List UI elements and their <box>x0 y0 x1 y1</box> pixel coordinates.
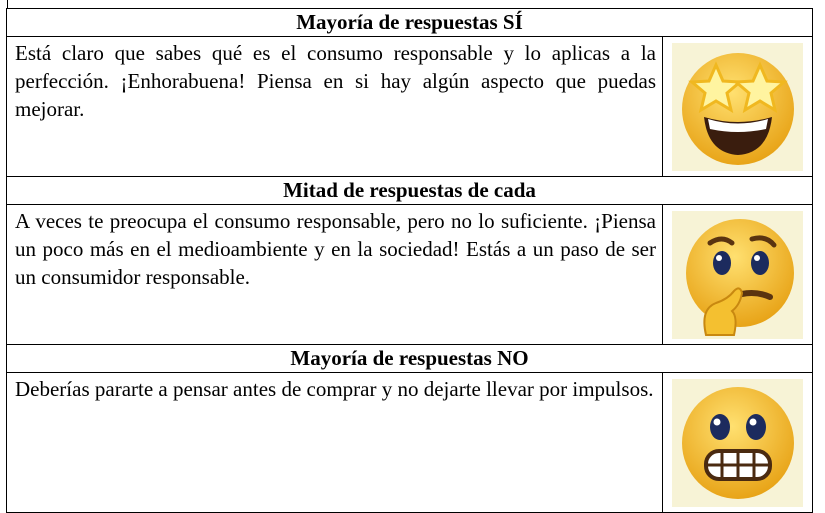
text-yes: Está claro que sabes qué es el consumo responsable y lo aplicas a la perfección. ¡Enhorabuena! Piensa en si hay algún aspecto que puedas mejorar. <box>7 37 663 177</box>
emoji-tile <box>672 43 803 171</box>
row-heading-no <box>7 345 813 373</box>
heading-yes: Mayoría de respuestas SÍ <box>7 9 813 37</box>
star-struck-face-icon <box>676 45 800 169</box>
grimacing-face-icon <box>676 381 800 505</box>
emoji-tile <box>672 379 803 507</box>
pic-cell-yes <box>663 37 813 177</box>
row-no <box>7 373 813 513</box>
thinking-face-icon <box>676 213 800 337</box>
results-table <box>6 8 813 513</box>
text-no: Deberías pararte a pensar antes de comprar y no dejarte llevar por impulsos. <box>7 373 663 513</box>
pic-cell-half <box>663 205 813 345</box>
row-heading-half <box>7 177 813 205</box>
row-heading-yes <box>7 9 813 37</box>
row-half <box>7 205 813 345</box>
pic-cell-no <box>663 373 813 513</box>
heading-no: Mayoría de respuestas NO <box>7 345 813 373</box>
heading-half: Mitad de respuestas de cada <box>7 177 813 205</box>
emoji-tile <box>672 211 803 339</box>
row-yes <box>7 37 813 177</box>
text-half: A veces te preocupa el consumo responsable, pero no lo suficiente. ¡Piensa un poco más en el medioambiente y en la sociedad! Estás a un paso de ser un consumidor responsable. <box>7 205 663 345</box>
